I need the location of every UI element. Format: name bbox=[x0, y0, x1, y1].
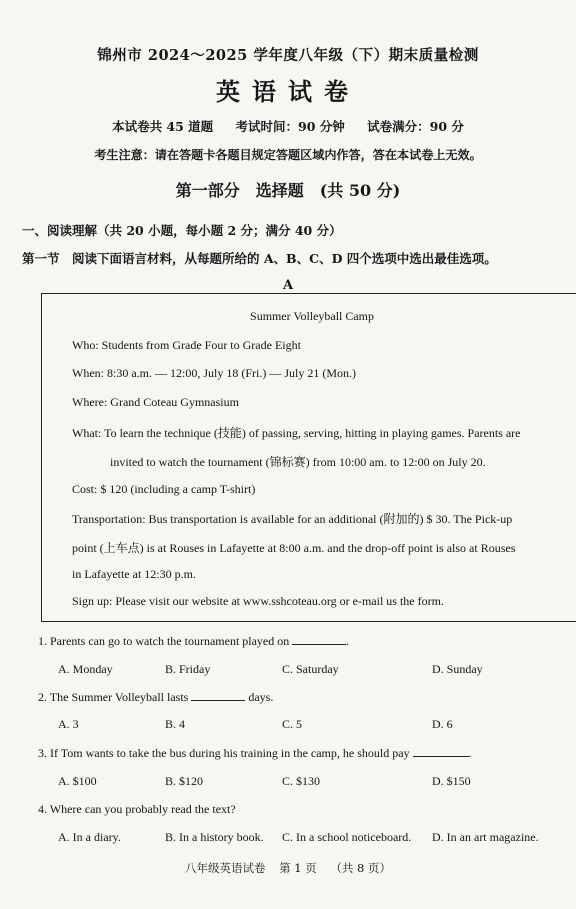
part-title: 第一部分 选择题 (共 50 分) bbox=[175, 181, 401, 200]
q1-option-c: C. Saturday bbox=[282, 662, 339, 676]
q4-option-c: C. In a school noticeboard. bbox=[282, 830, 412, 844]
q4-option-d: D. In an art magazine. bbox=[432, 830, 539, 844]
ad-line-what-cont: invited to watch the tournament (锦标赛) from 10:00 am. to 12:00 on July 20. bbox=[110, 455, 486, 469]
question-3 bbox=[38, 746, 472, 761]
question-1-stem: 1. Parents can go to watch the tournament played on bbox=[38, 634, 290, 648]
ad-line-who: Who: Students from Grade Four to Grade Eight bbox=[72, 338, 301, 352]
question-1 bbox=[38, 634, 349, 649]
q3-option-a: A. $100 bbox=[58, 774, 97, 788]
ad-line-when: When: 8:30 a.m. — 12:00, July 18 (Fri.) — July 21 (Mon.) bbox=[72, 366, 356, 380]
q2-option-b: B. 4 bbox=[165, 717, 186, 731]
q4-option-b: B. In a history book. bbox=[165, 830, 264, 844]
ad-box bbox=[41, 293, 576, 622]
question-4-stem: 4. Where can you probably read the text? bbox=[38, 802, 236, 816]
question-count: 本试卷共 45 道题 bbox=[112, 119, 214, 134]
paper-title: 英语试卷 bbox=[216, 77, 360, 106]
q4-option-a: A. In a diary. bbox=[58, 830, 121, 844]
q3-option-c: C. $130 bbox=[282, 774, 321, 788]
q3-option-b: B. $120 bbox=[165, 774, 204, 788]
q1-option-d: D. Sunday bbox=[432, 662, 483, 676]
candidate-notice: 考生注意：请在答题卡各题目规定答题区域内作答，答在本试卷上无效。 bbox=[94, 148, 482, 162]
full-score: 试卷满分：90 分 bbox=[367, 119, 464, 134]
ad-line-transport-end: in Lafayette at 12:30 p.m. bbox=[72, 567, 196, 581]
question-2 bbox=[38, 690, 273, 705]
q2-option-d: D. 6 bbox=[432, 717, 453, 731]
ad-line-cost: Cost: $ 120 (including a camp T-shirt) bbox=[72, 482, 256, 496]
exam-time: 考试时间：90 分钟 bbox=[235, 119, 345, 134]
ad-line-where: Where: Grand Coteau Gymnasium bbox=[72, 395, 239, 409]
ad-line-transport-cont: point (上车点) is at Rouses in Lafayette at 8:00 a.m. and the drop-off point is also at Rouses bbox=[72, 541, 516, 555]
answer-blank bbox=[191, 690, 245, 701]
q3-option-d: D. $150 bbox=[432, 774, 471, 788]
footer-page-total: （共 8 页） bbox=[330, 861, 392, 875]
footer-page-number: 第 1 页 bbox=[279, 861, 317, 875]
question-4 bbox=[38, 802, 236, 817]
answer-blank bbox=[292, 634, 346, 645]
subsection-title: 第一节 阅读下面语言材料，从每题所给的 A、B、C、D 四个选项中选出最佳选项。 bbox=[22, 251, 497, 266]
page-footer bbox=[0, 860, 576, 876]
question-2-stem-end: days. bbox=[248, 690, 274, 704]
answer-blank bbox=[413, 746, 469, 757]
ad-line-what: What: To learn the technique (技能) of passing, serving, hitting in playing games. Parents are bbox=[72, 426, 521, 440]
question-3-stem: 3. If Tom wants to take the bus during his training in the camp, he should pay bbox=[38, 746, 410, 760]
exam-school-title: 锦州市 2024～2025 学年度八年级（下）期末质量检测 bbox=[97, 47, 479, 64]
q1-option-a: A. Monday bbox=[58, 662, 113, 676]
q2-option-c: C. 5 bbox=[282, 717, 303, 731]
q2-option-a: A. 3 bbox=[58, 717, 79, 731]
passage-label: A bbox=[282, 278, 294, 293]
exam-info bbox=[0, 117, 576, 135]
question-2-stem: 2. The Summer Volleyball lasts bbox=[38, 690, 189, 704]
section-title: 一、阅读理解（共 20 小题，每小题 2 分；满分 40 分） bbox=[22, 223, 342, 238]
ad-title: Summer Volleyball Camp bbox=[250, 309, 374, 323]
footer-paper-name: 八年级英语试卷 bbox=[184, 861, 266, 875]
ad-line-transport: Transportation: Bus transportation is available for an additional (附加的) $ 30. The Pick-up bbox=[72, 512, 513, 526]
question-1-stem-end: . bbox=[346, 634, 350, 648]
question-3-stem-end: . bbox=[468, 746, 472, 760]
q1-option-b: B. Friday bbox=[165, 662, 211, 676]
ad-line-signup: Sign up: Please visit our website at www.sshcoteau.org or e-mail us the form. bbox=[72, 594, 444, 608]
